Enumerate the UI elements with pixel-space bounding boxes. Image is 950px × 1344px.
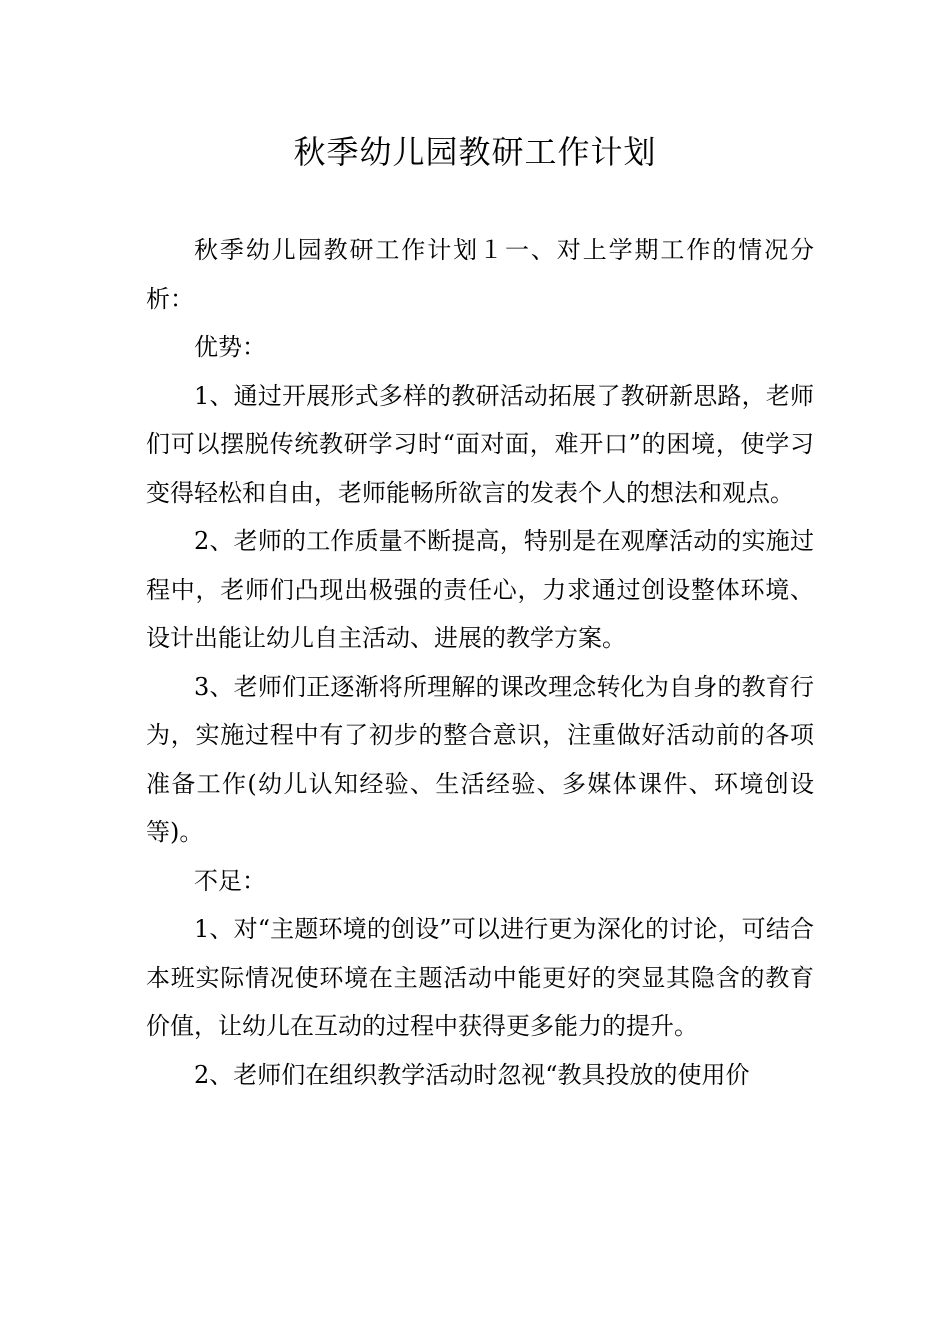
paragraph-strength-2: 2、老师的工作质量不断提高，特别是在观摩活动的实施过程中，老师们凸现出极强的责任心，力求通过创设整体环境、设计出能让幼儿自主活动、进展的教学方案。: [146, 527, 814, 652]
document-body: [146, 226, 814, 1099]
paragraph-strength-3: 3、老师们正逐渐将所理解的课改理念转化为自身的教育行为，实施过程中有了初步的整合意识，注重做好活动前的各项准备工作(幼儿认知经验、生活经验、多媒体课件、环境创设等)。: [146, 672, 814, 846]
paragraph-strength-1: 1、通过开展形式多样的教研活动拓展了教研新思路，老师们可以摆脱传统教研学习时“面对面，难开口”的困境，使学习变得轻松和自由，老师能畅所欲言的发表个人的想法和观点。: [146, 381, 814, 507]
paragraph-weakness-1: 1、对“主题环境的创设”可以进行更为深化的讨论，可结合本班实际情况使环境在主题活动中能更好的突显其隐含的教育价值，让幼儿在互动的过程中获得更多能力的提升。: [146, 915, 814, 1040]
paragraph-intro: 秋季幼儿园教研工作计划１一、对上学期工作的情况分析：: [146, 236, 814, 313]
document-title: 秋季幼儿园教研工作计划: [293, 133, 657, 171]
paragraph-weakness-2: 2、老师们在组织教学活动时忽视“教具投放的使用价: [194, 1060, 750, 1089]
paragraph-strengths-heading: 优势：: [194, 333, 266, 361]
paragraph-weaknesses-heading: 不足：: [194, 866, 266, 895]
